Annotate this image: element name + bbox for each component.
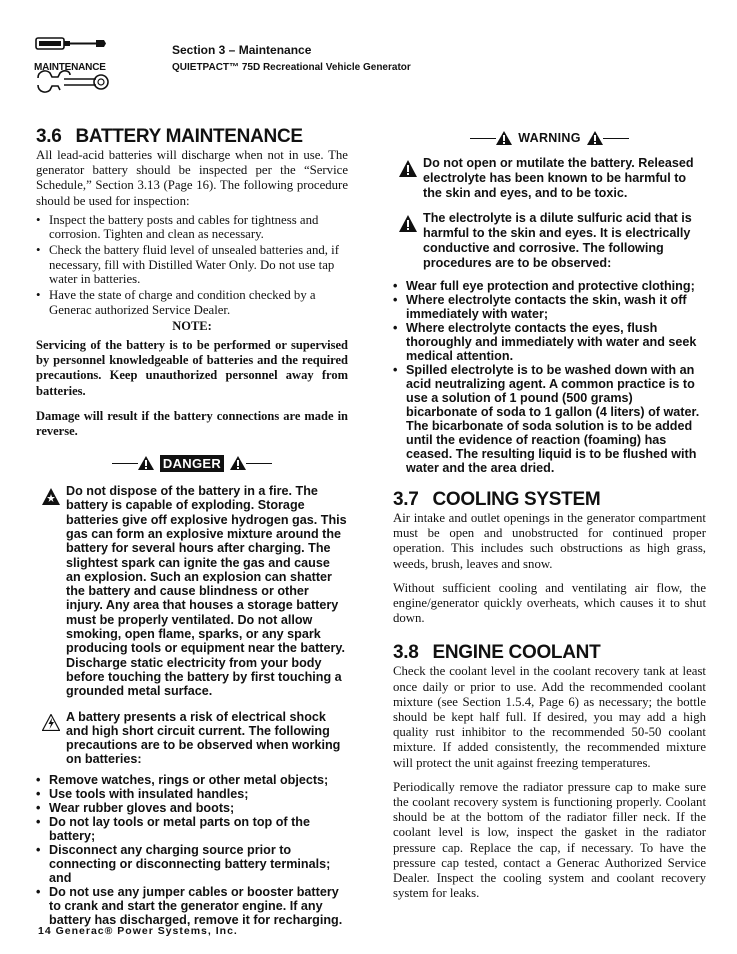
warning-triangle-icon — [230, 456, 246, 470]
battery-maintenance-heading — [36, 126, 348, 148]
warning-message — [393, 156, 706, 201]
coolant-paragraph: Check the coolant level in the coolant recovery tank at least once daily or prior to use. Add the recommended coolant mixture (see Section 1.5.4, Page 6) as necessary; the bottle should be kept half full. If desired, you may add a high quality rust inhibitor to the recommended 50-50 coolant mixture. If added consistently, the recommended mixture will protect the unit against freezing temperatures. — [393, 664, 706, 770]
section-number: 3.7 — [393, 489, 419, 510]
section-heading-text: ENGINE COOLANT — [432, 642, 601, 664]
list-item: • Spilled electrolyte is to be washed down with an acid neutralizing agent. A common practice is to use a solution of 1 pound (500 grams) bicarbonate of soda to 1 gallon (4 liters) of water. The bicarbonate of soda solution is to be added until the evidence of reaction (foaming) has ceased. The resulting liquid is to be flushed with water and the area dried. — [393, 363, 706, 475]
cooling-paragraph: Air intake and outlet openings in the generator compartment must be open and unobstructed for continued proper operation. This includes such obstructions as high grass, weeds, brush, leaves and snow. — [393, 511, 706, 571]
divider — [603, 138, 629, 139]
warning-message — [393, 211, 706, 271]
section-heading-text: BATTERY MAINTENANCE — [75, 126, 303, 147]
list-item: • Have the state of charge and condition checked by a Generac authorized Service Dealer. — [36, 288, 348, 317]
page-footer: 14 Generac® Power Systems, Inc. — [38, 925, 238, 937]
list-item: • Remove watches, rings or other metal objects; — [36, 773, 348, 787]
coolant-paragraph: Periodically remove the radiator pressure cap to make sure the coolant recovery system is functioning properly. Coolant should be at the bottom of the radiator filler neck. If the coolant level is low, inspect the gasket in the radiator pressure cap. Replace the cap, if necessary. To have the pressure cap tested, contact a Generac Authorized Service Dealer. Inspect the cooling system and coolant recovery system for leaks. — [393, 779, 706, 901]
header-label: MAINTENANCE — [34, 62, 106, 73]
note-paragraph: Damage will result if the battery connections are made in reverse. — [36, 408, 348, 438]
electric-shock-icon — [42, 714, 60, 731]
danger-message — [36, 484, 348, 698]
battery-precautions — [36, 773, 348, 927]
list-item: • Where electrolyte contacts the skin, wash it off immediately with water; — [393, 293, 706, 321]
list-item: • Do not use any jumper cables or booster battery to crank and start the generator engine. If any battery has discharged, remove it for recharging. — [36, 885, 348, 927]
danger-label: DANGER — [160, 455, 224, 472]
battery-intro: All lead-acid batteries will discharge when not in use. The generator battery should be inspected per the “Service Schedule,” Section 3.13 (Page 16). The following procedure should be used for inspection: — [36, 148, 348, 208]
right-column — [393, 126, 706, 901]
list-item: • Use tools with insulated handles; — [36, 787, 348, 801]
warning-text: The electrolyte is a dilute sulfuric acid that is harmful to the skin and eyes. It is electrically conductive and corrosive. The following procedures are to be observed: — [423, 211, 692, 270]
list-item: • Disconnect any charging source prior to connecting or disconnecting battery terminals; and — [36, 843, 348, 885]
list-item: • Where electrolyte contacts the eyes, flush thoroughly and immediately with water and seek medical attention. — [393, 321, 706, 363]
electrolyte-precautions — [393, 279, 706, 475]
list-item: • Do not lay tools or metal parts on top of the battery; — [36, 815, 348, 843]
list-item: • Wear rubber gloves and boots; — [36, 801, 348, 815]
explosion-hazard-icon — [42, 488, 60, 505]
engine-coolant-heading — [393, 642, 706, 664]
warning-triangle-icon — [138, 456, 154, 470]
cooling-paragraph: Without sufficient cooling and ventilating air flow, the engine/generator quickly overheats, which causes it to shut down. — [393, 580, 706, 626]
section-heading-text: COOLING SYSTEM — [432, 489, 601, 510]
danger-text: Do not dispose of the battery in a fire. The battery is capable of exploding. Storage batteries give off explosive hydrogen gas. This gas can form an explosive mixture around the battery for several hours after charging. The slightest spark can ignite the gas and cause an explosion. Such an explosion can shatter the battery and cause blindness or other injury. Any area that houses a storage battery must be properly ventilated. Do not allow smoking, open flame, sparks, or any spark producing tools or equipment near the battery. Discharge static electricity from your body before touching the battery by first touching a grounded metal surface. — [66, 484, 347, 699]
section-title: Section 3 – Maintenance — [172, 43, 312, 57]
warning-text: Do not open or mutilate the battery. Released electrolyte has been known to be harmful to the skin and eyes, and to be toxic. — [423, 156, 694, 200]
note-paragraph: Servicing of the battery is to be performed or supervised by personnel knowledgeable of batteries and the required precautions. Keep unauthorized personnel away from batteries. — [36, 337, 348, 398]
warning-triangle-icon — [496, 131, 512, 145]
note-title: NOTE: — [172, 318, 212, 333]
warning-label: WARNING — [518, 131, 581, 145]
warning-triangle-icon — [587, 131, 603, 145]
divider — [246, 463, 272, 464]
danger-banner — [36, 448, 348, 478]
divider — [470, 138, 496, 139]
section-number: 3.8 — [393, 642, 419, 664]
inspection-steps — [36, 213, 348, 317]
cooling-system-heading — [393, 489, 706, 511]
list-item: • Wear full eye protection and protective clothing; — [393, 279, 706, 293]
divider — [112, 463, 138, 464]
warning-triangle-icon — [399, 160, 417, 177]
list-item: • Inspect the battery posts and cables for tightness and corrosion. Tighten and clean as necessary. — [36, 213, 348, 242]
caution-text: A battery presents a risk of electrical shock and high short circuit current. The following precautions are to be observed when working on batteries: — [66, 709, 341, 767]
warning-banner — [393, 126, 706, 150]
document-subtitle: QUIETPACT™ 75D Recreational Vehicle Generator — [172, 62, 411, 73]
warning-triangle-icon — [399, 215, 417, 232]
caution-message — [36, 710, 348, 767]
section-number: 3.6 — [36, 126, 62, 147]
list-item: • Check the battery fluid level of unsealed batteries and, if necessary, fill with Distilled Water Only. Do not use tap water in batteries. — [36, 243, 348, 286]
left-column — [36, 126, 348, 927]
